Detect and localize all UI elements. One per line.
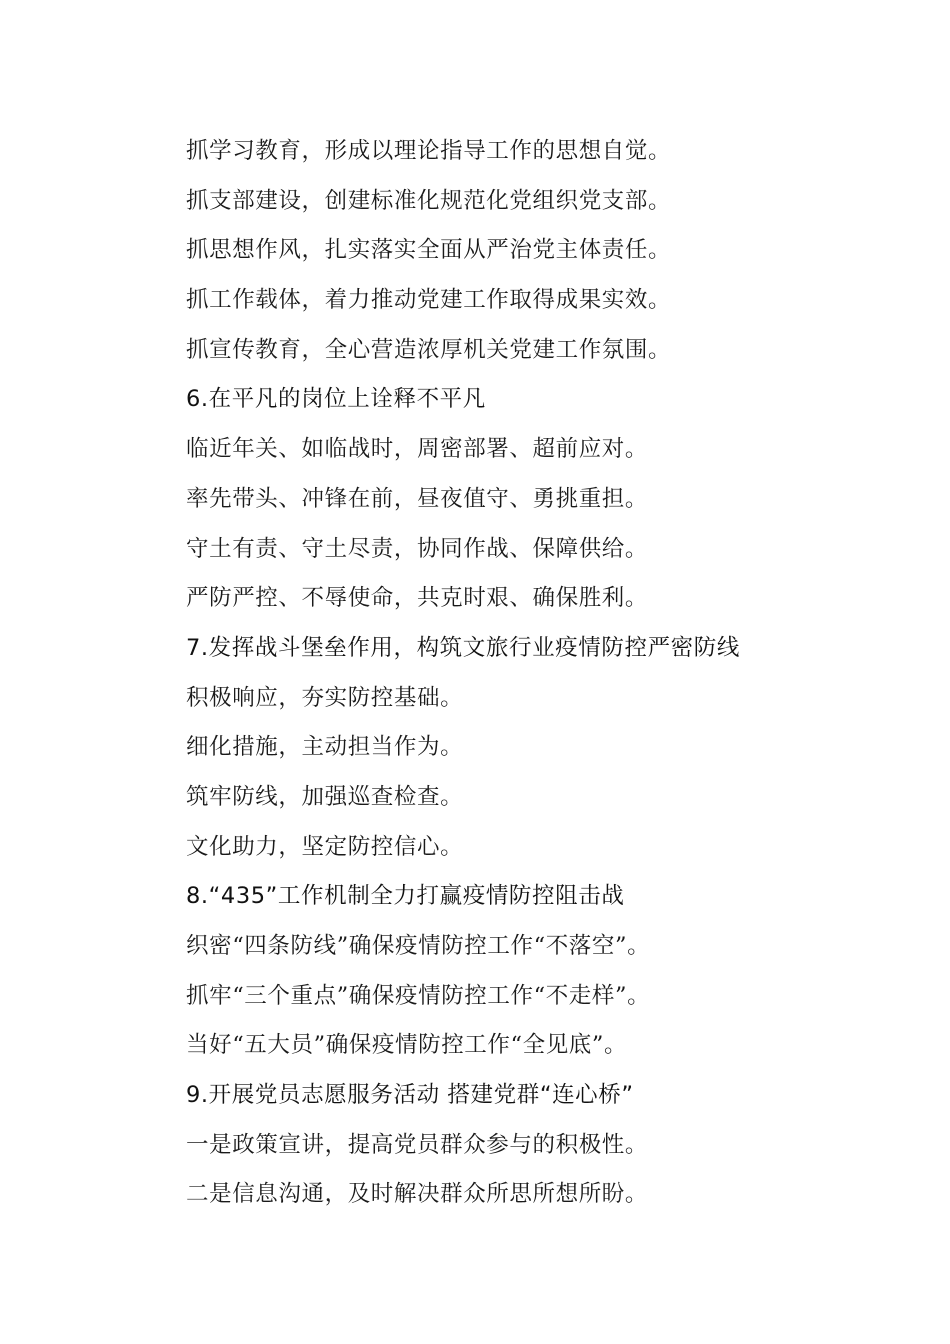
text-line: 一是政策宣讲，提高党员群众参与的积极性。 (186, 1131, 649, 1158)
text-line: 临近年关、如临战时，周密部署、超前应对。 (186, 436, 649, 463)
text-line: 守土有责、守土尽责，协同作战、保障供给。 (186, 535, 649, 562)
text-line: 抓支部建设，创建标准化规范化党组织党支部。 (186, 187, 672, 214)
text-line: 积极响应，夯实防控基础。 (186, 684, 464, 711)
text-line: 抓牢“三个重点”确保疫情防控工作“不走样”。 (186, 982, 651, 1009)
text-line: 织密“四条防线”确保疫情防控工作“不落空”。 (186, 933, 651, 959)
section-heading: 9.开展党员志愿服务活动 搭建党群“连心桥” (186, 1082, 634, 1109)
text-line: 抓思想作风，扎实落实全面从严治党主体责任。 (186, 237, 672, 264)
text-line: 抓学习教育，形成以理论指导工作的思想自觉。 (186, 138, 672, 164)
text-line: 二是信息沟通，及时解决群众所思所想所盼。 (186, 1181, 649, 1208)
text-line: 细化措施，主动担当作为。 (186, 734, 464, 761)
text-line: 当好“五大员”确保疫情防控工作“全见底”。 (186, 1032, 628, 1059)
text-line: 筑牢防线，加强巡查检查。 (186, 783, 464, 810)
text-line: 率先带头、冲锋在前，昼夜值守、勇挑重担。 (186, 485, 649, 512)
section-heading: 6.在平凡的岗位上诠释不平凡 (186, 386, 486, 413)
section-heading: 7.发挥战斗堡垒作用，构筑文旅行业疫情防控严密防线 (186, 634, 740, 661)
text-line: 抓工作载体，着力推动党建工作取得成果实效。 (186, 287, 672, 314)
section-heading: 8.“435”工作机制全力打赢疫情防控阻击战 (186, 883, 625, 910)
text-line: 严防严控、不辱使命，共克时艰、确保胜利。 (186, 585, 649, 612)
document-body (186, 127, 906, 1220)
text-line: 抓宣传教育，全心营造浓厚机关党建工作氛围。 (186, 336, 672, 363)
text-line: 文化助力，坚定防控信心。 (186, 833, 464, 860)
